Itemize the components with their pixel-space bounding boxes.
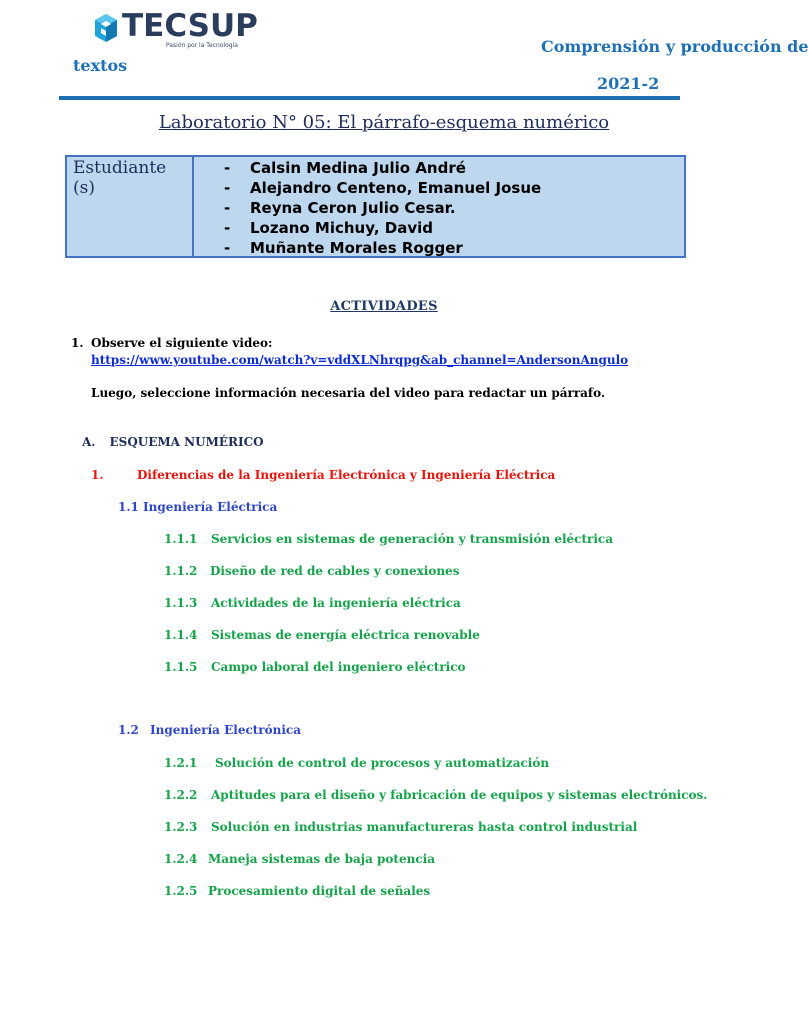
outline-item-number: 1.2.1 <box>164 756 198 770</box>
outline-item-number: 1.1.3 <box>164 596 198 610</box>
logo-emblem-icon <box>90 12 122 44</box>
student-name: Alejandro Centeno, Emanuel Josue <box>250 179 542 197</box>
outline-item-text: Servicios en sistemas de generación y transmisión eléctrica <box>211 532 613 546</box>
logo-wordmark: TECSUP <box>122 8 258 44</box>
outline-item-number: 1.2.5 <box>164 884 198 898</box>
outline-item-text: Solución de control de procesos y automatización <box>215 756 550 770</box>
outline-item-text: Sistemas de energía eléctrica renovable <box>211 628 480 642</box>
outline-item-text: Aptitudes para el diseño y fabricación de equipos y sistemas electrónicos. <box>211 788 708 802</box>
outline-item-text: Diseño de red de cables y conexiones <box>210 564 460 578</box>
header-divider <box>59 96 680 100</box>
list-bullet: - <box>224 239 231 257</box>
student-table <box>65 155 686 258</box>
logo-tagline: Pasión por la Tecnología <box>166 42 238 49</box>
outline-item-number: 1.1.5 <box>164 660 198 674</box>
section-a-heading <box>82 435 264 449</box>
outline-item-number: 1.1.4 <box>164 628 198 642</box>
activity-number: 1. <box>71 336 84 350</box>
lab-title: Laboratorio N° 05: El párrafo-esquema numérico <box>158 112 610 133</box>
outline-item-number: 1.2.2 <box>164 788 198 802</box>
section-letter: A. <box>82 435 96 449</box>
student-label: Estudiante <box>73 158 167 178</box>
activity-text: Observe el siguiente video: <box>91 336 273 350</box>
outline-sub-text: Ingeniería Electrónica <box>150 723 301 737</box>
outline-item-text: Maneja sistemas de baja potencia <box>208 852 435 866</box>
video-link[interactable]: https://www.youtube.com/watch?v=vddXLNhrqpg&ab_channel=AndersonAngulo <box>91 353 629 367</box>
list-bullet: - <box>224 179 231 197</box>
outline-item-number: 1.2.3 <box>164 820 198 834</box>
outline-main-text: Diferencias de la Ingeniería Electrónica y Ingeniería Eléctrica <box>137 468 556 482</box>
student-item <box>224 218 541 238</box>
student-name: Lozano Michuy, David <box>250 219 434 237</box>
outline-sub-text: Ingeniería Eléctrica <box>143 500 278 514</box>
list-bullet: - <box>224 219 231 237</box>
outline-sub-number: 1.1 <box>118 500 139 514</box>
outline-item-text: Actividades de la ingeniería eléctrica <box>211 596 461 610</box>
outline-item-text: Campo laboral del ingeniero eléctrico <box>211 660 466 674</box>
student-label-plural: (s) <box>73 178 95 198</box>
list-bullet: - <box>224 159 231 177</box>
academic-term: 2021-2 <box>597 74 660 93</box>
student-item <box>224 178 541 198</box>
outline-item-text: Procesamiento digital de señales <box>208 884 431 898</box>
student-item <box>224 158 541 178</box>
student-list <box>224 158 541 258</box>
outline-sub-number: 1.2 <box>118 723 139 737</box>
student-name: Muñante Morales Rogger <box>250 239 463 257</box>
student-item <box>224 238 541 258</box>
list-bullet: - <box>224 199 231 217</box>
section-label: ESQUEMA NUMÉRICO <box>109 435 264 449</box>
activities-heading: ACTIVIDADES <box>330 299 438 314</box>
outline-main-number: 1. <box>91 468 104 482</box>
student-name: Reyna Ceron Julio Cesar. <box>250 199 456 217</box>
student-name: Calsin Medina Julio André <box>250 159 466 177</box>
outline-item-number: 1.1.2 <box>164 564 198 578</box>
outline-item-number: 1.2.4 <box>164 852 198 866</box>
activity-instruction: Luego, seleccione información necesaria del video para redactar un párrafo. <box>91 386 606 400</box>
course-title-continuation: textos <box>73 56 128 75</box>
student-item <box>224 198 541 218</box>
student-label-cell <box>67 157 194 256</box>
course-title: Comprensión y producción de <box>541 37 809 56</box>
outline-item-number: 1.1.1 <box>164 532 198 546</box>
outline-item-text: Solución en industrias manufactureras hasta control industrial <box>211 820 638 834</box>
